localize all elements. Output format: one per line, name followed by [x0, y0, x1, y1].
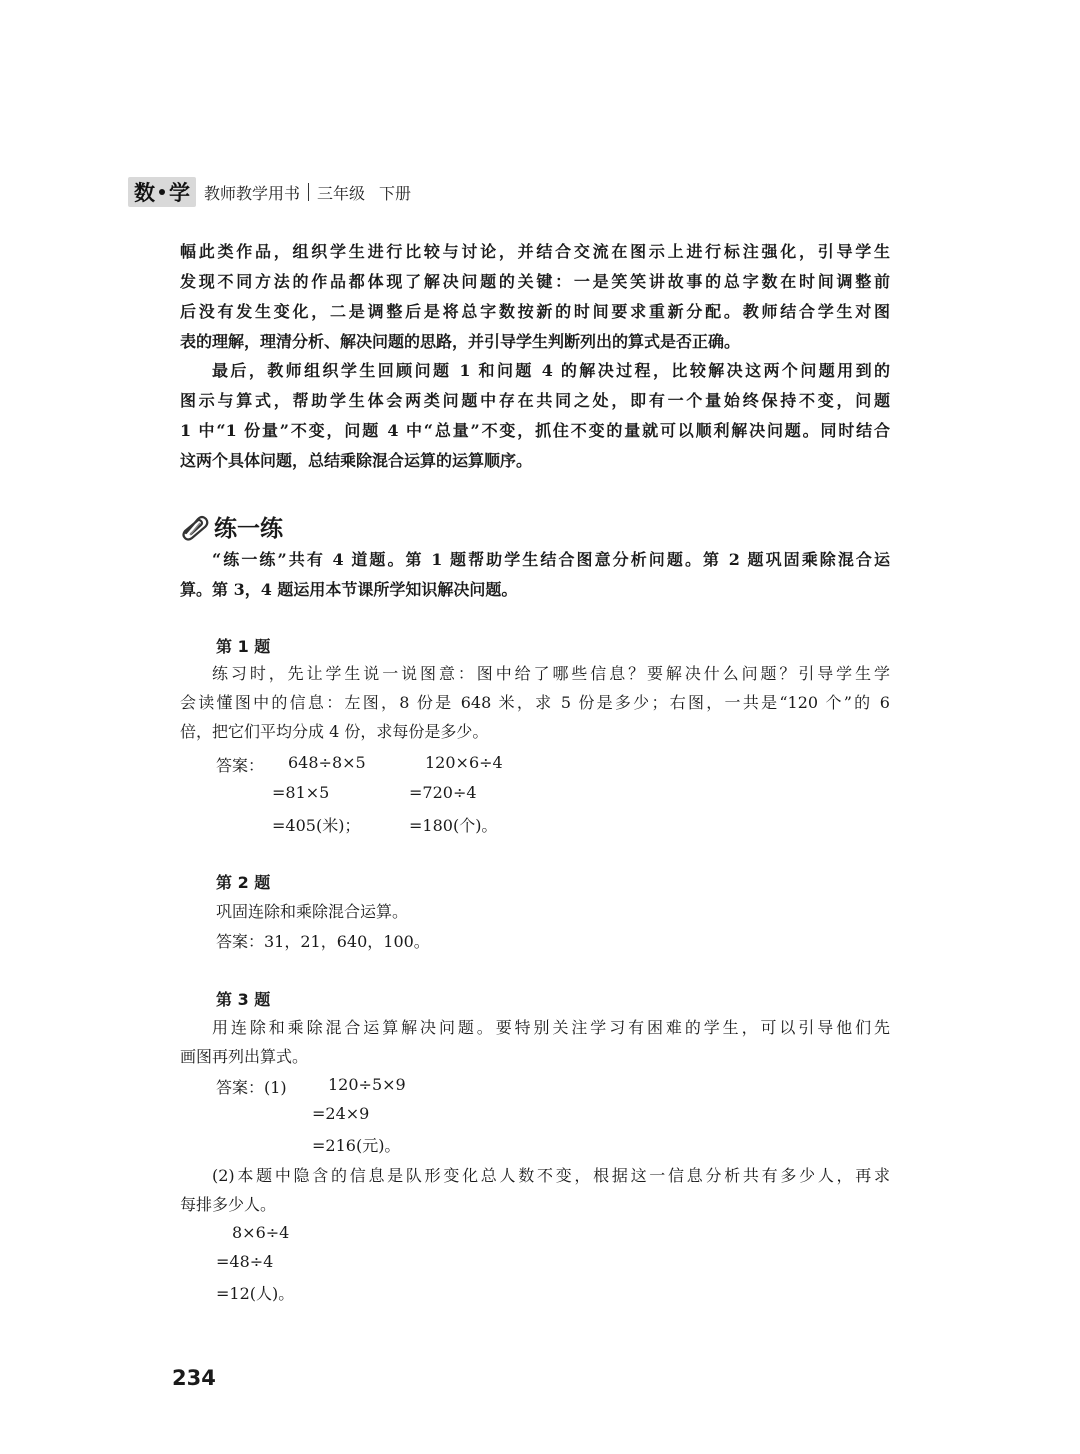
section-heading — [180, 510, 283, 543]
q2-title: 第 2 题 — [216, 873, 271, 892]
section-intro — [180, 545, 890, 605]
q1-calc-left-3: =405(米)； — [272, 816, 361, 835]
q3-title: 第 3 题 — [216, 990, 271, 1009]
logo-char-2: 学 — [169, 181, 190, 205]
running-header — [128, 176, 411, 208]
q3-part2-body — [180, 1161, 890, 1219]
q3-calc1-line-1: 120÷5×9 — [328, 1075, 406, 1094]
paperclip-icon — [180, 513, 210, 541]
q1-answer-label: 答案： — [216, 756, 265, 775]
q3-calc1-line-3: =216(元)。 — [312, 1136, 401, 1155]
q1-calc-right-3: =180(个)。 — [409, 816, 498, 835]
q1-calc-right-2: =720÷4 — [409, 783, 477, 802]
q3-calc2-line-2: =48÷4 — [216, 1252, 274, 1271]
text-line: 图示与算式，帮助学生体会两类问题中存在共同之处，即有一个量始终保持不变，问题 — [180, 391, 890, 410]
text-line: 幅此类作品，组织学生进行比较与讨论，并结合交流在图示上进行标注强化，引导学生 — [180, 242, 890, 261]
page-number: 234 — [172, 1366, 216, 1390]
volume-label: 下册 — [379, 183, 412, 203]
text-line: 表的理解，理清分析、解决问题的思路，并引导学生判断列出的算式是否正确。 — [180, 332, 741, 351]
intro-paragraph-2 — [180, 356, 890, 476]
q3-answer-label: 答案：(1) — [216, 1078, 287, 1097]
logo-dot — [159, 189, 165, 195]
section-title: 练一练 — [214, 516, 283, 542]
text-line: 练习时，先让学生说一说图意：图中给了哪些信息？要解决什么问题？引导学生学 — [212, 664, 890, 683]
q1-calc-left-2: =81×5 — [272, 783, 330, 802]
subject-logo — [128, 177, 196, 207]
logo-char-1: 数 — [134, 181, 155, 205]
text-line: 1 中“1 份量”不变，问题 4 中“总量”不变，抓住不变的量就可以顺利解决问题。同时结合 — [180, 421, 890, 440]
q1-title: 第 1 题 — [216, 637, 271, 656]
q2-answer: 答案：31，21，640，100。 — [216, 932, 430, 951]
q2-description: 巩固连除和乘除混合运算。 — [216, 902, 409, 921]
text-line: 会读懂图中的信息：左图，8 份是 648 米，求 5 份是多少；右图，一共是“120 个”的 6 — [180, 693, 890, 712]
text-line: 最后，教师组织学生回顾问题 1 和问题 4 的解决过程，比较解决这两个问题用到的 — [212, 361, 890, 380]
q3-calc1-line-2: =24×9 — [312, 1104, 370, 1123]
book-title: 教师教学用书 — [204, 183, 301, 203]
text-line: (2)本题中隐含的信息是队形变化总人数不变，根据这一信息分析共有多少人，再求 — [212, 1166, 890, 1185]
text-line: 这两个具体问题，总结乘除混合运算的运算顺序。 — [180, 451, 533, 470]
grade-label: 三年级 — [317, 183, 366, 203]
text-line: 发现不同方法的作品都体现了解决问题的关键：一是笑笑讲故事的总字数在时间调整前 — [180, 272, 890, 291]
text-line: 算。第 3，4 题运用本节课所学知识解决问题。 — [180, 580, 518, 599]
q3-body — [180, 1013, 890, 1071]
text-line: 画图再列出算式。 — [180, 1047, 309, 1066]
intro-paragraph-1 — [180, 237, 890, 357]
q1-calc-right-1: 120×6÷4 — [425, 753, 503, 772]
q1-body — [180, 659, 890, 746]
q3-calc2-line-3: =12(人)。 — [216, 1284, 295, 1303]
text-line: 用连除和乘除混合运算解决问题。要特别关注学习有困难的学生，可以引导他们先 — [212, 1018, 890, 1037]
text-line: 倍，把它们平均分成 4 份，求每份是多少。 — [180, 722, 489, 741]
q3-calc2-line-1: 8×6÷4 — [232, 1223, 290, 1242]
q1-calc-left-1: 648÷8×5 — [288, 753, 366, 772]
text-line: 每排多少人。 — [180, 1195, 277, 1214]
header-divider — [308, 183, 309, 201]
text-line: 后没有发生变化，二是调整后是将总字数按新的时间要求重新分配。教师结合学生对图 — [180, 302, 890, 321]
text-line: “练一练”共有 4 道题。第 1 题帮助学生结合图意分析问题。第 2 题巩固乘除混合运 — [212, 550, 890, 569]
